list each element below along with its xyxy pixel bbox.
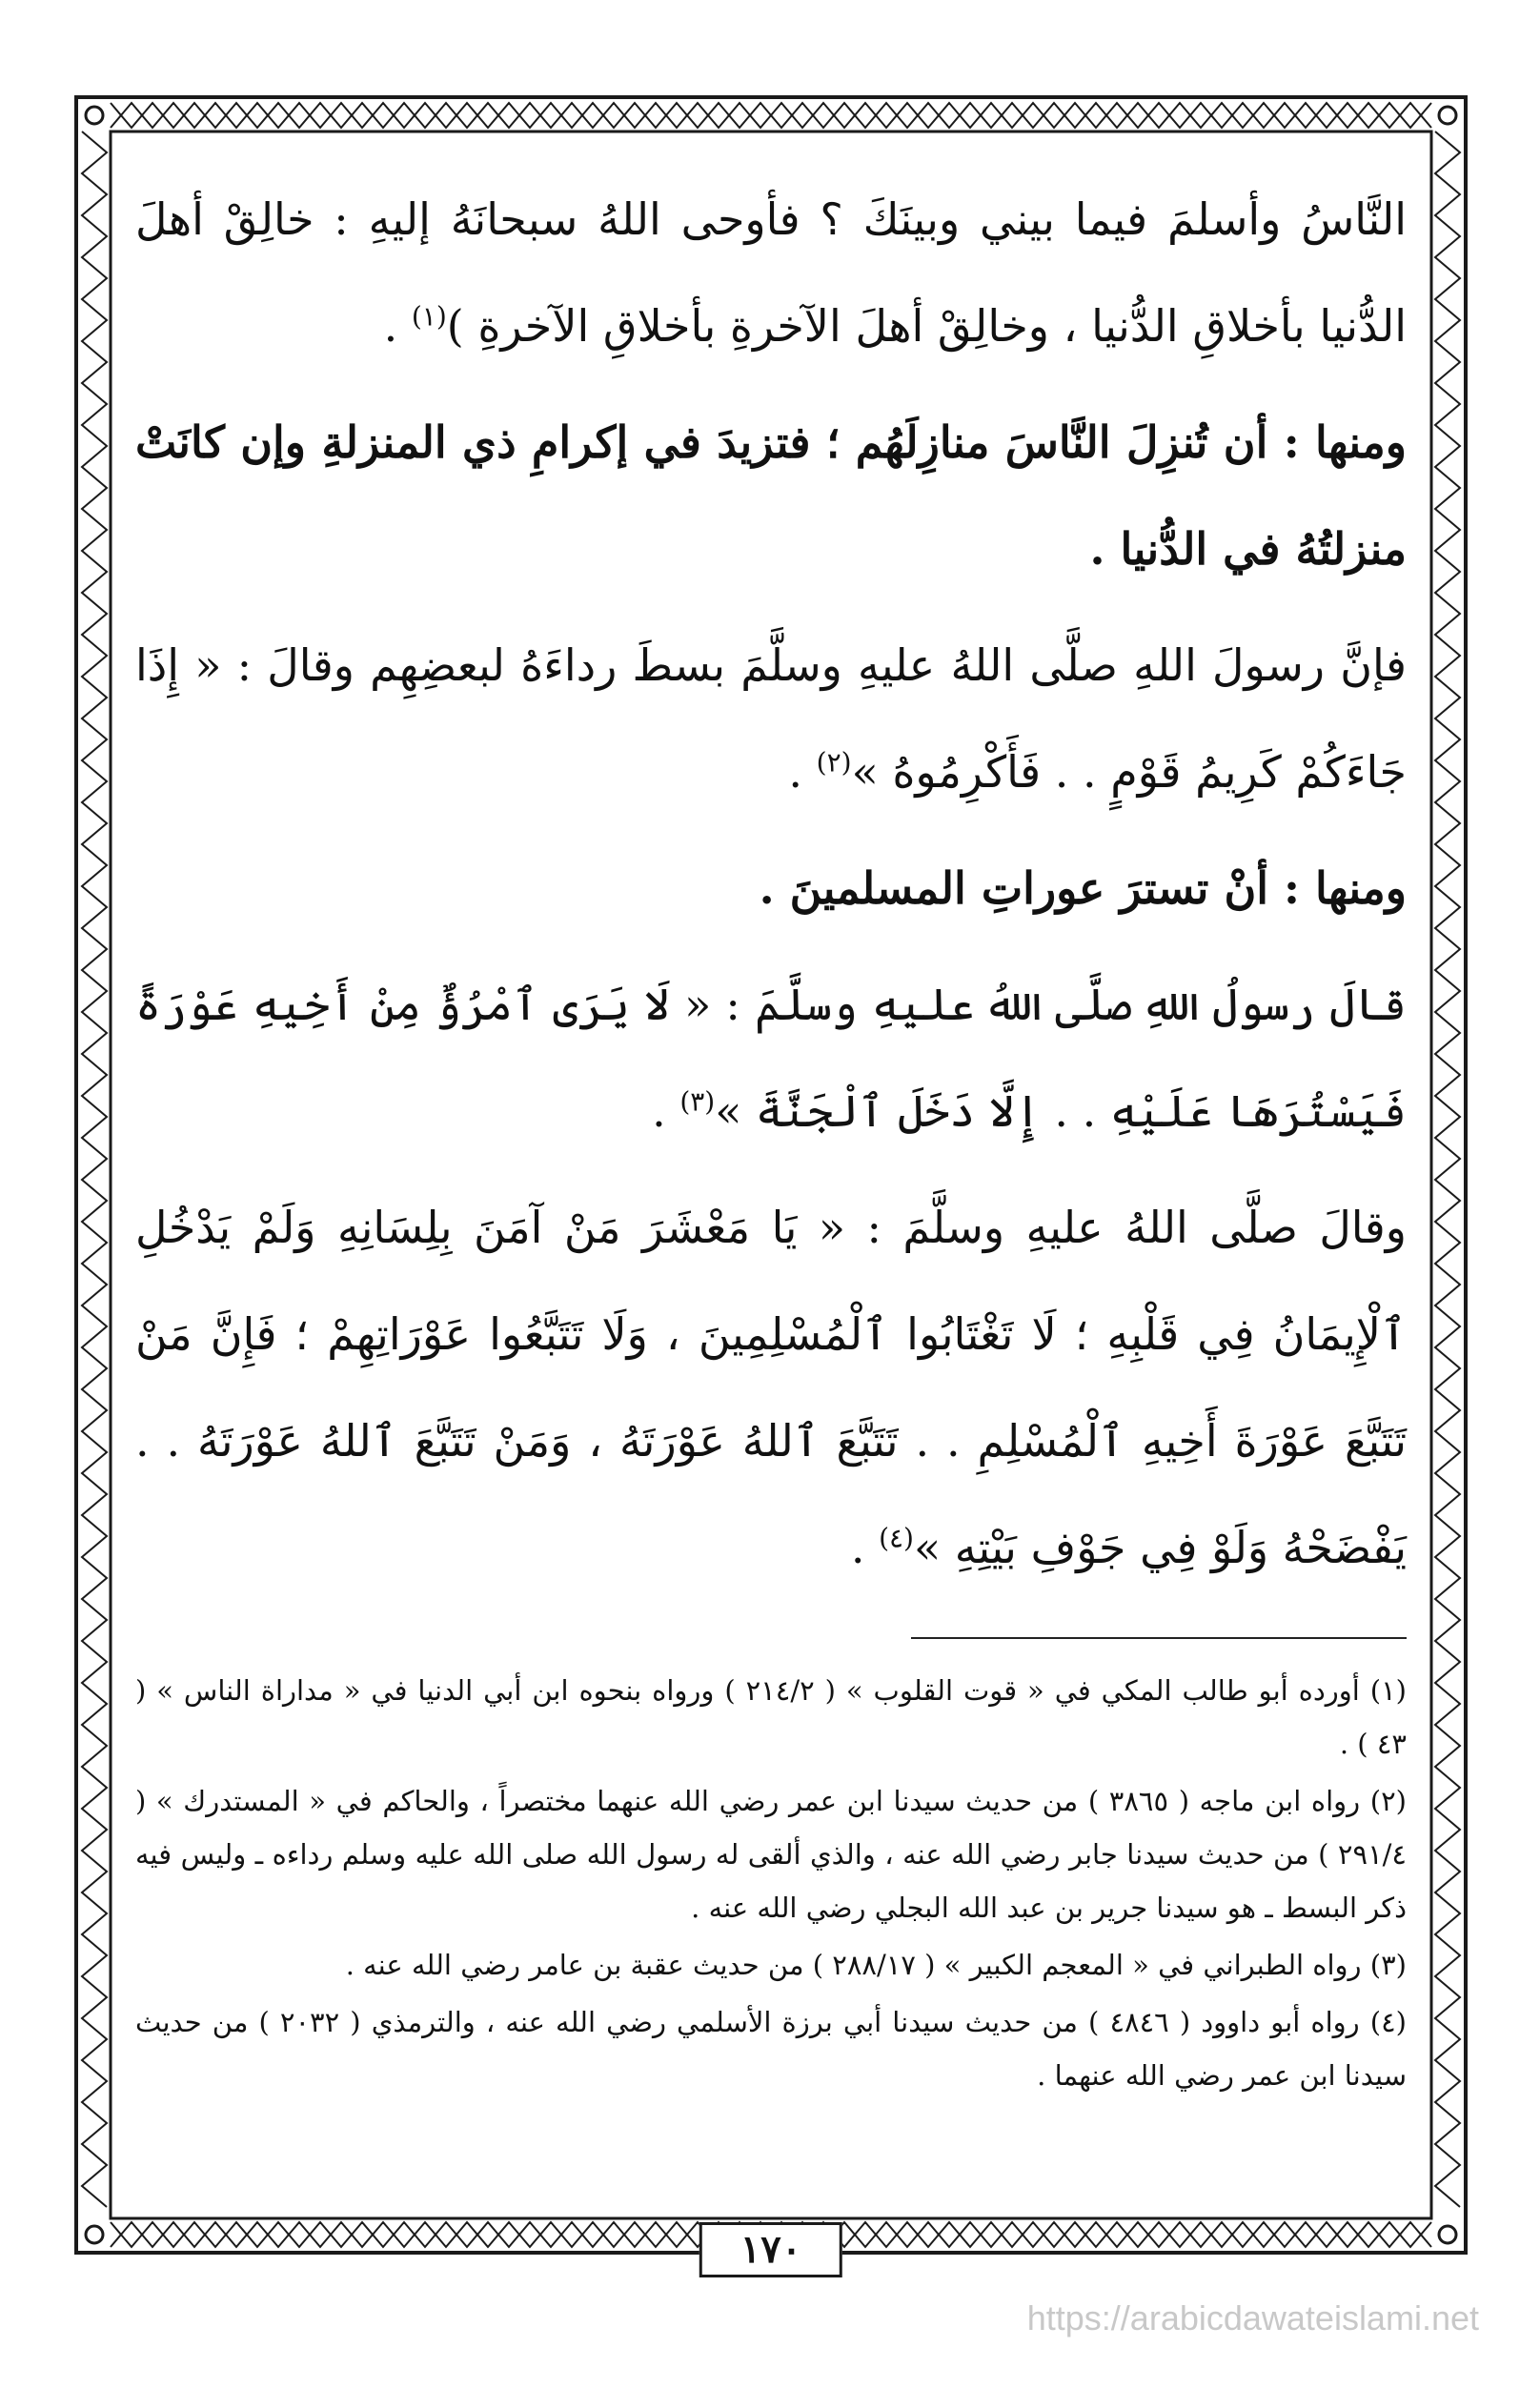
paragraph-1-text: النَّاسُ وأسلمَ فيما بيني وبينَكَ ؟ فأوحى اللهُ سبحانَهُ إليهِ : خالِقْ أهلَ الدُّنيا بأخلاقِ الدُّنيا ، وخالِقْ أهلَ الآخرةِ بأخلاقِ الآخرةِ ) (135, 193, 1407, 352)
paragraph-6 (135, 1174, 1407, 1601)
footnote-4: (٤) رواه أبو داوود ( ٤٨٤٦ ) من حديث سيدنا أبي برزة الأسلمي رضي الله عنه ، والترمذي ( ٢٠٣٢ ) من حديث سيدنا ابن عمر رضي الله عنهما . (135, 2006, 1407, 2092)
footnote-ref-4: (٤) (879, 1522, 914, 1554)
footnote-ref-2: (٢) (816, 746, 852, 779)
paragraph-2 (135, 389, 1407, 602)
page-number: ١٧٠ (699, 2222, 842, 2277)
footnote-3: (٣) رواه الطبراني في « المعجم الكبير » ( ٢٨٨/١٧ ) من حديث عقبة بن عامر رضي الله عنه . (345, 1949, 1407, 1981)
paragraph-5-end: . (652, 1085, 680, 1137)
paragraph-3-text: فإنَّ رسولَ اللهِ صلَّى اللهُ عليهِ وسلَّمَ بسطَ رداءَهُ لبعضِهِم وقالَ : « إِذَا جَاءَكُمْ كَرِيمُ قَوْمٍ . . فَأَكْرِمُوهُ » (135, 639, 1407, 798)
page-frame (74, 95, 1468, 2272)
footnote-2: (٢) رواه ابن ماجه ( ٣٨٦٥ ) من حديث سيدنا ابن عمر رضي الله عنهما مختصراً ، والحاكم في « المستدرك » ( ٢٩١/٤ ) من حديث سيدنا جابر رضي الله عنه ، والذي ألقى له رسول الله صلى الله عليه وسلم رداءه ـ وليس فيه ذكر البسط ـ هو سيدنا جرير بن عبد الله البجلي رضي الله عنه . (135, 1785, 1407, 1924)
paragraph-3-end: . (788, 746, 817, 798)
footnote-ref-1: (١) (411, 300, 447, 333)
paragraph-6-text: وقالَ صلَّى اللهُ عليهِ وسلَّمَ : « يَا مَعْشَرَ مَنْ آمَنَ بِلِسَانِهِ وَلَمْ يَدْخُلِ ٱلْإِيمَانُ فِي قَلْبِهِ ؛ لَا تَغْتَابُوا ٱلْمُسْلِمِينَ ، وَلَا تَتَبَّعُوا عَوْرَاتِهِمْ ؛ فَإِنَّ مَنْ تَتَبَّعَ عَوْرَةَ أَخِيهِ ٱلْمُسْلِمِ . . تَتَبَّعَ ٱللهُ عَوْرَتَهُ ، وَمَنْ تَتَبَّعَ ٱللهُ عَوْرَتَهُ . . يَفْضَحْهُ وَلَوْ فِي جَوْفِ بَيْتِهِ » (135, 1202, 1407, 1573)
footnote-ref-3: (٣) (679, 1085, 716, 1118)
paragraph-4 (135, 835, 1407, 941)
page-content (135, 166, 1407, 2146)
paragraph-5-text: قالَ رسولُ اللهِ صلَّى اللهُ عليهِ وسلَّمَ : « لَا يَرَى ٱمْرُؤٌ مِنْ أَخِيهِ عَوْرَةً فَيَسْتُرَهَا عَلَيْهِ . . إِلَّا دَخَلَ ٱلْجَنَّةَ » (135, 979, 1407, 1137)
footnote-1: (١) أورده أبو طالب المكي في « قوت القلوب » ( ٢١٤/٢ ) ورواه بنحوه ابن أبي الدنيا في « مداراة الناس » ( ٤٣ ) . (135, 1674, 1407, 1760)
paragraph-3 (135, 612, 1407, 825)
paragraph-4-text: ومنها : أنْ تسترَ عوراتِ المسلمينَ . (759, 862, 1407, 914)
paragraph-6-end: . (850, 1522, 880, 1573)
watermark-url: https://arabicdawateislami.net (1026, 2298, 1479, 2337)
paragraph-1 (135, 166, 1407, 379)
paragraph-1-end: . (383, 300, 412, 352)
footnotes (135, 1664, 1407, 2102)
paragraph-2-text: ومنها : أن تُنزِلَ النَّاسَ منازِلَهُم ؛ فتزيدَ في إكرامِ ذي المنزلةِ وإن كانَتْ منزلتُهُ في الدُّنيا . (135, 416, 1407, 575)
paragraph-5 (135, 951, 1407, 1164)
footnote-divider (911, 1637, 1407, 1639)
